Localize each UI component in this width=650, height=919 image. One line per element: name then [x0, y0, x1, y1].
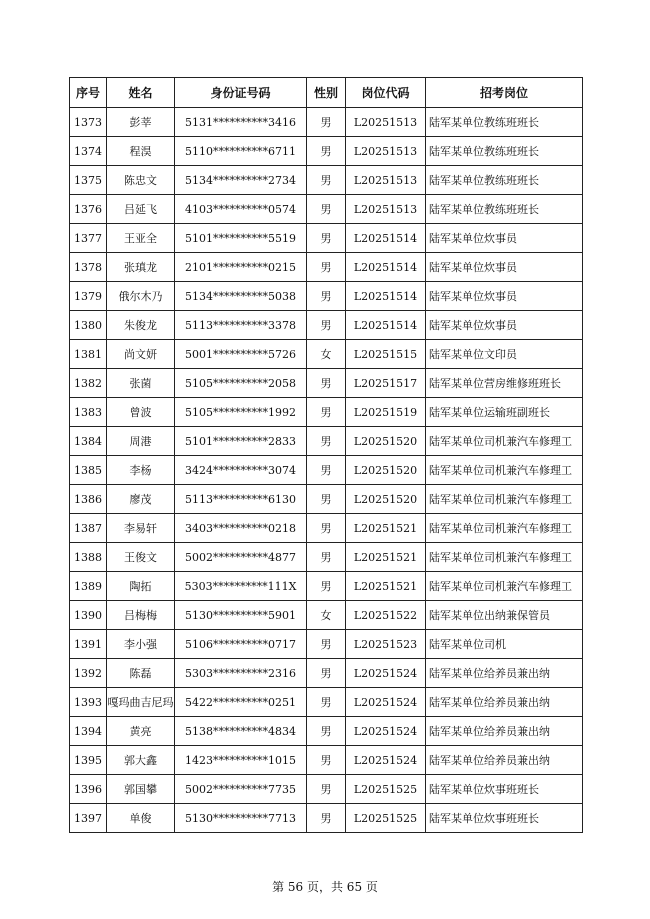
cell-code: L20251525 [346, 804, 426, 833]
table-row [70, 688, 583, 717]
cell-no: 1373 [70, 108, 107, 137]
cell-code: L20251524 [346, 659, 426, 688]
cell-id: 5422**********0251 [175, 688, 307, 717]
cell-no: 1390 [70, 601, 107, 630]
cell-post: 陆军某单位教练班班长 [426, 137, 583, 166]
cell-id: 5130**********5901 [175, 601, 307, 630]
cell-id: 5110**********6711 [175, 137, 307, 166]
cell-no: 1380 [70, 311, 107, 340]
cell-gender: 男 [307, 311, 346, 340]
cell-name: 程淏 [107, 137, 175, 166]
cell-name: 俄尔木乃 [107, 282, 175, 311]
cell-gender: 男 [307, 398, 346, 427]
cell-post: 陆军某单位司机兼汽车修理工 [426, 572, 583, 601]
cell-id: 5138**********4834 [175, 717, 307, 746]
cell-code: L20251514 [346, 311, 426, 340]
cell-code: L20251513 [346, 108, 426, 137]
cell-code: L20251524 [346, 717, 426, 746]
cell-post: 陆军某单位司机兼汽车修理工 [426, 485, 583, 514]
cell-code: L20251521 [346, 543, 426, 572]
table-row [70, 166, 583, 195]
cell-id: 5106**********0717 [175, 630, 307, 659]
cell-id: 5113**********3378 [175, 311, 307, 340]
cell-post: 陆军某单位给养员兼出纳 [426, 688, 583, 717]
cell-no: 1382 [70, 369, 107, 398]
cell-name: 曾波 [107, 398, 175, 427]
header-row [70, 78, 583, 108]
cell-code: L20251513 [346, 166, 426, 195]
cell-id: 5303**********2316 [175, 659, 307, 688]
cell-name: 郭国攀 [107, 775, 175, 804]
header-code: 岗位代码 [346, 78, 426, 108]
cell-name: 陈磊 [107, 659, 175, 688]
cell-post: 陆军某单位司机兼汽车修理工 [426, 543, 583, 572]
cell-gender: 男 [307, 137, 346, 166]
cell-id: 5105**********1992 [175, 398, 307, 427]
cell-gender: 男 [307, 514, 346, 543]
table-row [70, 253, 583, 282]
cell-code: L20251524 [346, 688, 426, 717]
table-row [70, 195, 583, 224]
page-footer: 第 56 页，共 65 页 [272, 880, 378, 894]
cell-post: 陆军某单位炊事员 [426, 311, 583, 340]
cell-post: 陆军某单位司机 [426, 630, 583, 659]
cell-post: 陆军某单位炊事班班长 [426, 804, 583, 833]
cell-no: 1376 [70, 195, 107, 224]
cell-gender: 男 [307, 746, 346, 775]
cell-post: 陆军某单位文印员 [426, 340, 583, 369]
cell-post: 陆军某单位炊事班班长 [426, 775, 583, 804]
cell-name: 李易轩 [107, 514, 175, 543]
cell-no: 1386 [70, 485, 107, 514]
cell-post: 陆军某单位司机兼汽车修理工 [426, 514, 583, 543]
cell-id: 5002**********4877 [175, 543, 307, 572]
table-row [70, 427, 583, 456]
table-body [70, 108, 583, 833]
cell-gender: 男 [307, 166, 346, 195]
table-row [70, 804, 583, 833]
cell-gender: 男 [307, 688, 346, 717]
cell-gender: 男 [307, 630, 346, 659]
table-row [70, 514, 583, 543]
cell-name: 郭大鑫 [107, 746, 175, 775]
cell-post: 陆军某单位司机兼汽车修理工 [426, 427, 583, 456]
cell-gender: 男 [307, 572, 346, 601]
cell-no: 1388 [70, 543, 107, 572]
table-row [70, 340, 583, 369]
cell-gender: 男 [307, 427, 346, 456]
cell-code: L20251522 [346, 601, 426, 630]
cell-code: L20251514 [346, 224, 426, 253]
cell-name: 陶拓 [107, 572, 175, 601]
cell-name: 吕梅梅 [107, 601, 175, 630]
cell-gender: 男 [307, 195, 346, 224]
table-row [70, 659, 583, 688]
cell-code: L20251515 [346, 340, 426, 369]
cell-code: L20251520 [346, 485, 426, 514]
cell-code: L20251519 [346, 398, 426, 427]
cell-name: 黄亮 [107, 717, 175, 746]
cell-gender: 男 [307, 717, 346, 746]
cell-id: 3424**********3074 [175, 456, 307, 485]
table-row [70, 137, 583, 166]
table-row [70, 485, 583, 514]
cell-code: L20251514 [346, 253, 426, 282]
cell-no: 1392 [70, 659, 107, 688]
cell-no: 1391 [70, 630, 107, 659]
cell-gender: 男 [307, 369, 346, 398]
table-row [70, 224, 583, 253]
cell-no: 1377 [70, 224, 107, 253]
cell-no: 1383 [70, 398, 107, 427]
cell-no: 1374 [70, 137, 107, 166]
cell-gender: 男 [307, 224, 346, 253]
cell-gender: 女 [307, 340, 346, 369]
cell-gender: 男 [307, 108, 346, 137]
cell-no: 1397 [70, 804, 107, 833]
cell-gender: 男 [307, 282, 346, 311]
cell-name: 廖茂 [107, 485, 175, 514]
cell-name: 陈忠文 [107, 166, 175, 195]
roster-table [69, 77, 583, 833]
cell-code: L20251524 [346, 746, 426, 775]
cell-id: 5101**********5519 [175, 224, 307, 253]
cell-gender: 男 [307, 804, 346, 833]
cell-id: 3403**********0218 [175, 514, 307, 543]
cell-post: 陆军某单位炊事员 [426, 282, 583, 311]
cell-code: L20251525 [346, 775, 426, 804]
cell-post: 陆军某单位运输班副班长 [426, 398, 583, 427]
cell-post: 陆军某单位给养员兼出纳 [426, 746, 583, 775]
header-no: 序号 [70, 78, 107, 108]
table-row [70, 456, 583, 485]
cell-gender: 男 [307, 543, 346, 572]
table-row [70, 108, 583, 137]
cell-no: 1384 [70, 427, 107, 456]
cell-post: 陆军某单位司机兼汽车修理工 [426, 456, 583, 485]
table-row [70, 746, 583, 775]
cell-name: 朱俊龙 [107, 311, 175, 340]
cell-id: 5134**********2734 [175, 166, 307, 195]
cell-name: 周港 [107, 427, 175, 456]
cell-name: 张瑱龙 [107, 253, 175, 282]
cell-gender: 男 [307, 485, 346, 514]
cell-post: 陆军某单位炊事员 [426, 224, 583, 253]
cell-post: 陆军某单位教练班班长 [426, 195, 583, 224]
cell-gender: 男 [307, 659, 346, 688]
cell-id: 5002**********7735 [175, 775, 307, 804]
cell-name: 王俊文 [107, 543, 175, 572]
table-row [70, 717, 583, 746]
cell-id: 5113**********6130 [175, 485, 307, 514]
cell-id: 5130**********7713 [175, 804, 307, 833]
cell-post: 陆军某单位给养员兼出纳 [426, 717, 583, 746]
cell-post: 陆军某单位教练班班长 [426, 166, 583, 195]
table-row [70, 398, 583, 427]
cell-code: L20251520 [346, 456, 426, 485]
cell-no: 1394 [70, 717, 107, 746]
cell-post: 陆军某单位给养员兼出纳 [426, 659, 583, 688]
cell-post: 陆军某单位出纳兼保管员 [426, 601, 583, 630]
cell-no: 1381 [70, 340, 107, 369]
table-row [70, 775, 583, 804]
cell-code: L20251514 [346, 282, 426, 311]
table-row [70, 311, 583, 340]
cell-gender: 男 [307, 253, 346, 282]
cell-gender: 男 [307, 775, 346, 804]
table-row [70, 282, 583, 311]
cell-code: L20251521 [346, 572, 426, 601]
cell-code: L20251513 [346, 137, 426, 166]
cell-name: 张菌 [107, 369, 175, 398]
table-row [70, 630, 583, 659]
cell-post: 陆军某单位营房维修班班长 [426, 369, 583, 398]
cell-id: 4103**********0574 [175, 195, 307, 224]
cell-id: 1423**********1015 [175, 746, 307, 775]
header-gender: 性别 [307, 78, 346, 108]
cell-id: 5131**********3416 [175, 108, 307, 137]
cell-no: 1393 [70, 688, 107, 717]
cell-post: 陆军某单位炊事员 [426, 253, 583, 282]
cell-name: 尚文妍 [107, 340, 175, 369]
table-row [70, 601, 583, 630]
cell-gender: 女 [307, 601, 346, 630]
cell-no: 1385 [70, 456, 107, 485]
cell-code: L20251517 [346, 369, 426, 398]
cell-name: 李小强 [107, 630, 175, 659]
cell-gender: 男 [307, 456, 346, 485]
cell-id: 5134**********5038 [175, 282, 307, 311]
table-row [70, 572, 583, 601]
cell-id: 5303**********111X [175, 572, 307, 601]
cell-post: 陆军某单位教练班班长 [426, 108, 583, 137]
cell-code: L20251513 [346, 195, 426, 224]
cell-name: 吕延飞 [107, 195, 175, 224]
header-post: 招考岗位 [426, 78, 583, 108]
cell-no: 1395 [70, 746, 107, 775]
cell-name: 王亚全 [107, 224, 175, 253]
cell-no: 1379 [70, 282, 107, 311]
cell-no: 1389 [70, 572, 107, 601]
cell-no: 1378 [70, 253, 107, 282]
cell-code: L20251520 [346, 427, 426, 456]
header-name: 姓名 [107, 78, 175, 108]
cell-no: 1387 [70, 514, 107, 543]
cell-name: 李杨 [107, 456, 175, 485]
cell-no: 1375 [70, 166, 107, 195]
table-row [70, 369, 583, 398]
cell-id: 5001**********5726 [175, 340, 307, 369]
cell-name: 嘎玛曲吉尼玛 [107, 688, 175, 717]
cell-id: 5105**********2058 [175, 369, 307, 398]
cell-code: L20251521 [346, 514, 426, 543]
cell-id: 2101**********0215 [175, 253, 307, 282]
cell-id: 5101**********2833 [175, 427, 307, 456]
table-row [70, 543, 583, 572]
cell-code: L20251523 [346, 630, 426, 659]
cell-name: 单俊 [107, 804, 175, 833]
cell-name: 彭莘 [107, 108, 175, 137]
cell-no: 1396 [70, 775, 107, 804]
header-id: 身份证号码 [175, 78, 307, 108]
